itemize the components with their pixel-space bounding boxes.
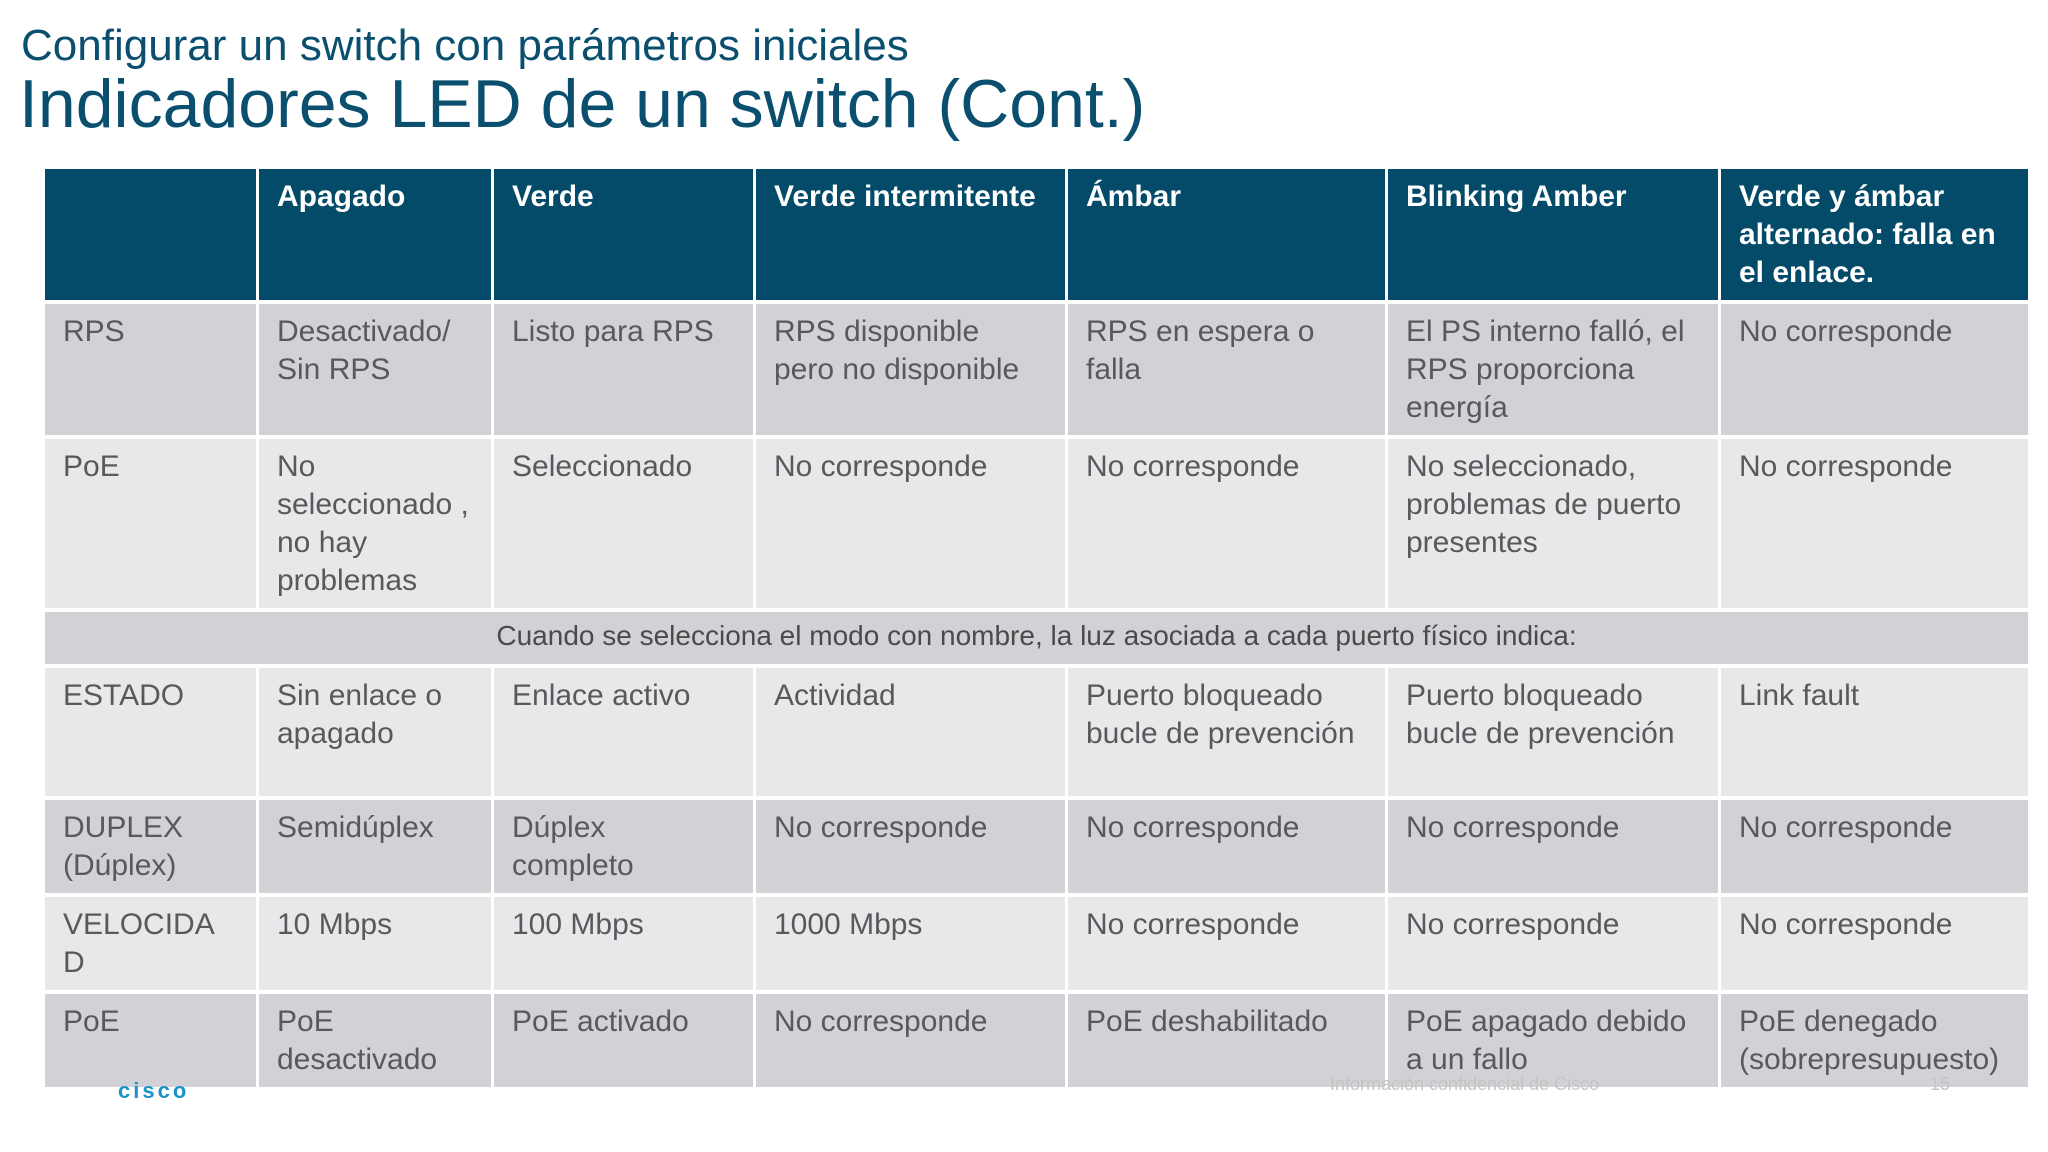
table-row bbox=[45, 668, 2028, 796]
table-row bbox=[45, 897, 2028, 990]
table-cell: PoE activado bbox=[494, 994, 753, 1087]
table-cell: Desactivado/ Sin RPS bbox=[259, 304, 491, 435]
column-header-verde-intermitente: Verde intermitente bbox=[756, 169, 1065, 300]
table-cell: No seleccionado , no hay problemas bbox=[259, 439, 491, 608]
table-cell: No corresponde bbox=[1721, 897, 2028, 990]
table-row bbox=[45, 994, 2028, 1087]
table-cell: PoE apagado debido a un fallo bbox=[1388, 994, 1718, 1087]
table-cell: RPS disponible pero no disponible bbox=[756, 304, 1065, 435]
table-cell: No corresponde bbox=[1068, 439, 1385, 608]
table-cell: No corresponde bbox=[756, 994, 1065, 1087]
table-cell: No corresponde bbox=[756, 439, 1065, 608]
column-header-apagado: Apagado bbox=[259, 169, 491, 300]
column-header-blinking-amber: Blinking Amber bbox=[1388, 169, 1718, 300]
table-cell: El PS interno falló, el RPS proporciona energía bbox=[1388, 304, 1718, 435]
table-row bbox=[45, 439, 2028, 608]
table-cell: PoE deshabilitado bbox=[1068, 994, 1385, 1087]
table-cell: No corresponde bbox=[1721, 304, 2028, 435]
table-cell: No corresponde bbox=[1721, 800, 2028, 893]
table-cell: RPS en espera o falla bbox=[1068, 304, 1385, 435]
table-cell: Semidúplex bbox=[259, 800, 491, 893]
table-cell: Puerto bloqueado bucle de prevención bbox=[1388, 668, 1718, 796]
table-row bbox=[45, 800, 2028, 893]
table-row bbox=[45, 304, 2028, 435]
table-cell: Sin enlace o apagado bbox=[259, 668, 491, 796]
table-cell: No corresponde bbox=[1388, 800, 1718, 893]
led-indicator-table bbox=[42, 165, 2031, 1091]
column-header-verde-ambar-alternado: Verde y ámbar alternado: falla en el enlace. bbox=[1721, 169, 2028, 300]
table-cell: PoE desactivado bbox=[259, 994, 491, 1087]
table-cell: PoE denegado (sobrepresupuesto) bbox=[1721, 994, 2028, 1087]
column-header-blank bbox=[45, 169, 256, 300]
slide-title: Indicadores LED de un switch (Cont.) bbox=[19, 66, 1146, 142]
table-cell: 100 Mbps bbox=[494, 897, 753, 990]
table-cell: No corresponde bbox=[1721, 439, 2028, 608]
column-header-ambar: Ámbar bbox=[1068, 169, 1385, 300]
table-cell: No corresponde bbox=[1388, 897, 1718, 990]
table-cell: No corresponde bbox=[1068, 800, 1385, 893]
table-header-row bbox=[45, 169, 2028, 300]
table-cell: No corresponde bbox=[1068, 897, 1385, 990]
table-cell: Puerto bloqueado bucle de prevención bbox=[1068, 668, 1385, 796]
row-label: DUPLEX (Dúplex) bbox=[45, 800, 256, 893]
table-cell: Actividad bbox=[756, 668, 1065, 796]
page-number: 15 bbox=[1930, 1074, 1951, 1094]
row-label: VELOCIDA D bbox=[45, 897, 256, 990]
table-cell: 1000 Mbps bbox=[756, 897, 1065, 990]
row-label: RPS bbox=[45, 304, 256, 435]
table-cell: 10 Mbps bbox=[259, 897, 491, 990]
table-cell: No seleccionado, problemas de puerto presentes bbox=[1388, 439, 1718, 608]
row-label: PoE bbox=[45, 994, 256, 1087]
table-cell: Dúplex completo bbox=[494, 800, 753, 893]
table-cell: No corresponde bbox=[756, 800, 1065, 893]
slide-subtitle: Configurar un switch con parámetros iniciales bbox=[21, 21, 909, 70]
table-cell: Listo para RPS bbox=[494, 304, 753, 435]
cisco-logo: cisco bbox=[118, 1078, 190, 1103]
row-label: PoE bbox=[45, 439, 256, 608]
table-cell: Link fault bbox=[1721, 668, 2028, 796]
table-cell: Enlace activo bbox=[494, 668, 753, 796]
table-note-row bbox=[45, 612, 2028, 664]
row-label: ESTADO bbox=[45, 668, 256, 796]
column-header-verde: Verde bbox=[494, 169, 753, 300]
table-note: Cuando se selecciona el modo con nombre, la luz asociada a cada puerto físico indica: bbox=[45, 612, 2028, 664]
table-cell: Seleccionado bbox=[494, 439, 753, 608]
confidential-notice: Información confidencial de Cisco bbox=[1330, 1074, 1600, 1094]
